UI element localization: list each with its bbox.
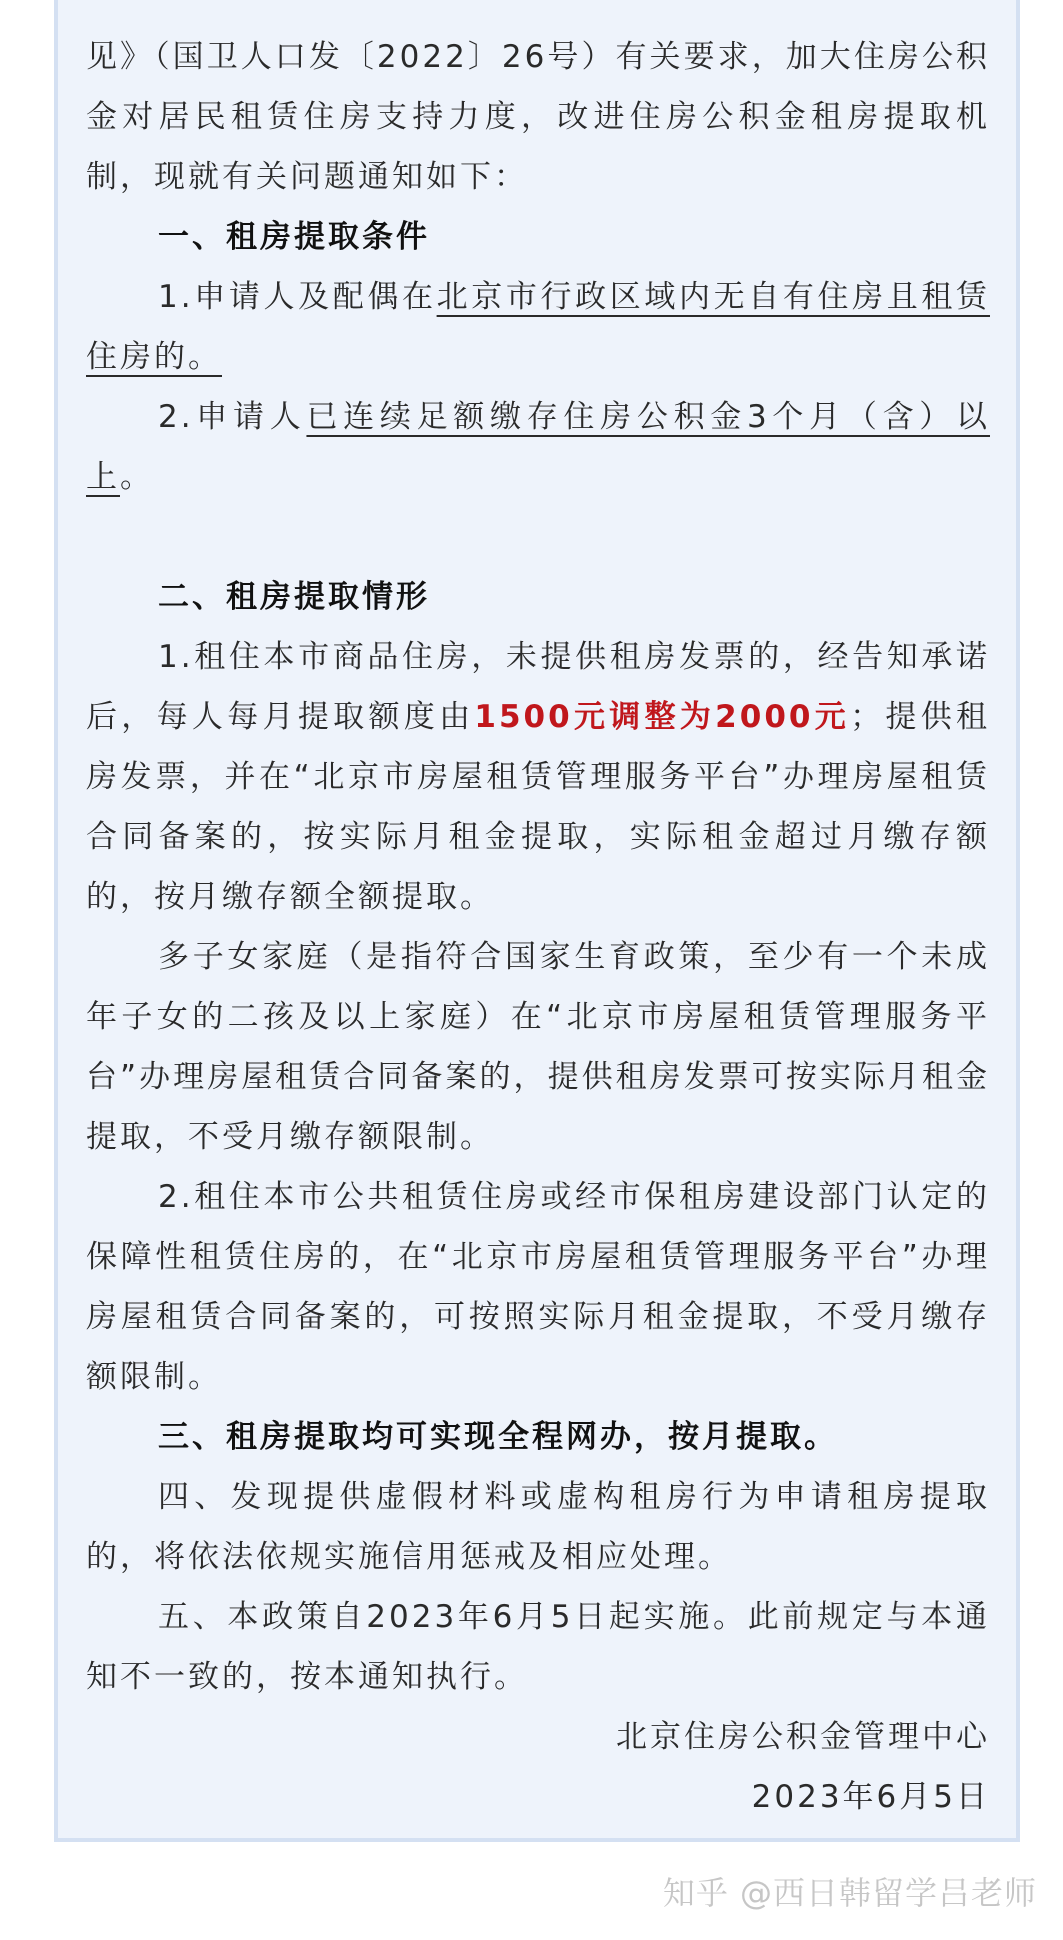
intro-paragraph: 见》（国卫人口发〔2022〕26号）有关要求，加大住房公积金对居民租赁住房支持力度，改进住房公积金租房提取机制，现就有关问题通知如下：: [86, 39, 990, 195]
section1-item2-underlined: 已连续足额缴存住房公积金3个月（含）以上: [86, 399, 990, 495]
section1-heading: 一、租房提取条件: [158, 219, 430, 255]
section4-paragraph: 四、发现提供虚假材料或虚构租房行为申请租房提取的，将依法依规实施信用惩戒及相应处理。: [86, 1479, 990, 1575]
section1-item1: [86, 267, 990, 387]
section1-item2-suffix: 。: [120, 459, 154, 495]
notice-body: [86, 27, 990, 1827]
section2-heading: 二、租房提取情形: [158, 579, 430, 615]
section2-item2: 2.租住本市公共租赁住房或经市保租房建设部门认定的保障性租赁住房的，在“北京市房屋租赁管理服务平台”办理房屋租赁合同备案的，可按照实际月租金提取，不受月缴存额限制。: [86, 1179, 990, 1395]
watermark: 知乎 @西日韩留学吕老师: [662, 1874, 1037, 1912]
section5-paragraph: 五、本政策自2023年6月5日起实施。此前规定与本通知不一致的，按本通知执行。: [86, 1599, 990, 1695]
amount-highlight: 1500元调整为2000元: [474, 699, 851, 735]
signature-date: 2023年6月5日: [751, 1779, 990, 1815]
section2-item1-before: 1.租住本市商品住房，未提供租房发票的，经告知承诺后，每人每月提取额度由: [86, 639, 990, 735]
section2-item1-after: ；提供租房发票，并在“北京市房屋租赁管理服务平台”办理房屋租赁合同备案的，按实际月租金提取，实际租金超过月缴存额的，按月缴存额全额提取。: [86, 699, 991, 915]
section1-item1-underlined: 北京市行政区域内无自有住房且租赁住房的。: [86, 279, 990, 375]
signature-org: 北京住房公积金管理中心: [616, 1719, 990, 1755]
section1-item2-prefix: 2.申请人: [158, 399, 307, 435]
section3-heading: 三、租房提取均可实现全程网办，按月提取。: [158, 1419, 838, 1455]
blank-line: [86, 507, 990, 567]
multi-child-paragraph: 多子女家庭（是指符合国家生育政策，至少有一个未成年子女的二孩及以上家庭）在“北京市房屋租赁管理服务平台”办理房屋租赁合同备案的，提供租房发票可按实际月租金提取，不受月缴存额限制。: [86, 939, 990, 1155]
section2-item1: [86, 627, 990, 927]
section1-item2: [86, 387, 990, 507]
section1-item1-prefix: 1.申请人及配偶在: [158, 279, 437, 315]
